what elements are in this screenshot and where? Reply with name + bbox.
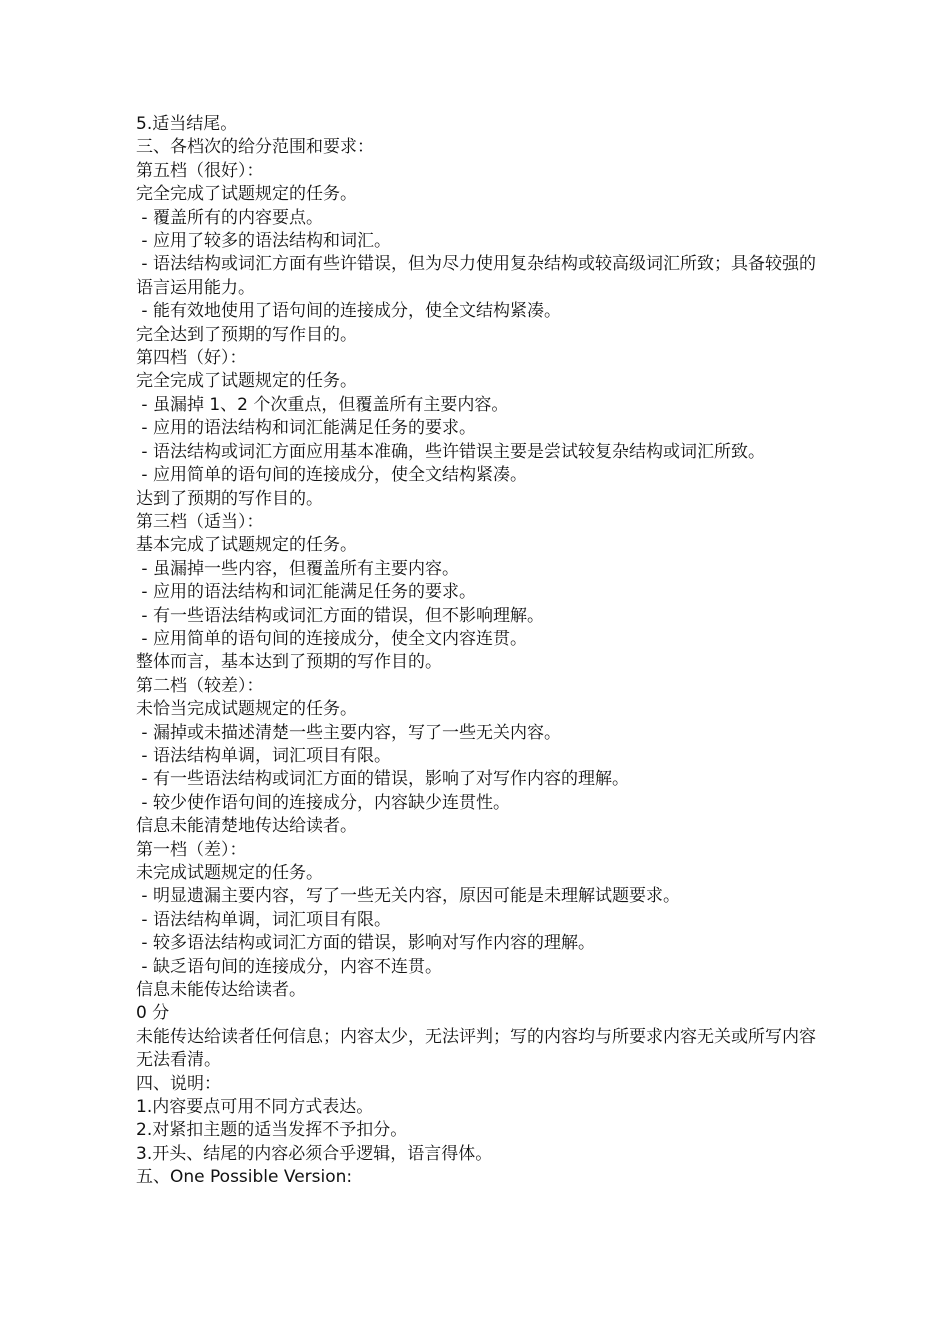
text-line: - 语法结构单调，词汇项目有限。 [136, 745, 391, 766]
text-line: 第五档（很好）： [136, 160, 264, 181]
text-line: 第四档（好）： [136, 348, 247, 369]
text-line: - 有一些语法结构或词汇方面的错误，但不影响理解。 [136, 605, 544, 626]
text-line: 第二档（较差）： [136, 675, 264, 696]
text-line: - 虽漏掉一些内容，但覆盖所有主要内容。 [136, 558, 459, 579]
text-line: 未能传达给读者任何信息；内容太少，无法评判；写的内容均与所要求内容无关或所写内容无法看清。 [136, 1026, 816, 1071]
text-line: - 缺乏语句间的连接成分，内容不连贯。 [136, 956, 442, 977]
text-line: 三、各档次的给分范围和要求： [136, 137, 374, 158]
text-line: 1.内容要点可用不同方式表达。 [136, 1097, 374, 1118]
text-line: - 应用的语法结构和词汇能满足任务的要求。 [136, 582, 476, 603]
text-line: 五、One Possible Version: [136, 1167, 353, 1188]
text-line: - 能有效地使用了语句间的连接成分，使全文结构紧凑。 [136, 301, 561, 322]
text-line: 完全完成了试题规定的任务。 [136, 371, 357, 392]
text-line: 完全完成了试题规定的任务。 [136, 184, 357, 205]
text-line: - 较少使作语句间的连接成分，内容缺少连贯性。 [136, 792, 510, 813]
text-line: - 语法结构或词汇方面有些许错误，但为尽力使用复杂结构或较高级词汇所致；具备较强的语言运用能力。 [136, 254, 816, 298]
text-line: - 漏掉或未描述清楚一些主要内容，写了一些无关内容。 [136, 722, 561, 743]
text-line: - 较多语法结构或词汇方面的错误，影响对写作内容的理解。 [136, 933, 595, 954]
text-line: - 应用的语法结构和词汇能满足任务的要求。 [136, 418, 476, 439]
text-line: 5.适当结尾。 [136, 114, 238, 134]
text-line: - 应用简单的语句间的连接成分，使全文结构紧凑。 [136, 465, 527, 486]
text-line: - 语法结构或词汇方面应用基本准确，些许错误主要是尝试较复杂结构或词汇所致。 [136, 441, 765, 462]
text-line: 第一档（差）： [136, 839, 247, 860]
document-body [136, 113, 816, 1190]
text-line: 整体而言，基本达到了预期的写作目的。 [136, 652, 442, 673]
text-line: 2.对紧扣主题的适当发挥不予扣分。 [136, 1120, 408, 1141]
text-line: 未完成试题规定的任务。 [136, 863, 323, 883]
text-line: 基本完成了试题规定的任务。 [136, 535, 357, 556]
text-line: - 虽漏掉 1、2 个次重点，但覆盖所有主要内容。 [136, 394, 509, 415]
text-line: 0 分 [136, 1003, 170, 1024]
text-line: - 应用简单的语句间的连接成分，使全文内容连贯。 [136, 628, 527, 649]
text-line: - 覆盖所有的内容要点。 [136, 207, 323, 228]
text-line: 完全达到了预期的写作目的。 [136, 324, 357, 345]
text-line: - 有一些语法结构或词汇方面的错误，影响了对写作内容的理解。 [136, 769, 629, 790]
text-line: 未恰当完成试题规定的任务。 [136, 699, 357, 720]
text-line: 达到了预期的写作目的。 [136, 488, 323, 509]
text-line: 3.开头、结尾的内容必须合乎逻辑，语言得体。 [136, 1143, 493, 1164]
text-line: 信息未能清楚地传达给读者。 [136, 816, 357, 837]
text-line: - 应用了较多的语法结构和词汇。 [136, 231, 391, 252]
text-line: 四、说明： [136, 1073, 221, 1094]
text-line: - 明显遗漏主要内容，写了一些无关内容，原因可能是未理解试题要求。 [136, 886, 680, 907]
text-line: 信息未能传达给读者。 [136, 980, 306, 1001]
text-line: 第三档（适当）： [136, 511, 264, 532]
text-line: - 语法结构单调，词汇项目有限。 [136, 909, 391, 930]
